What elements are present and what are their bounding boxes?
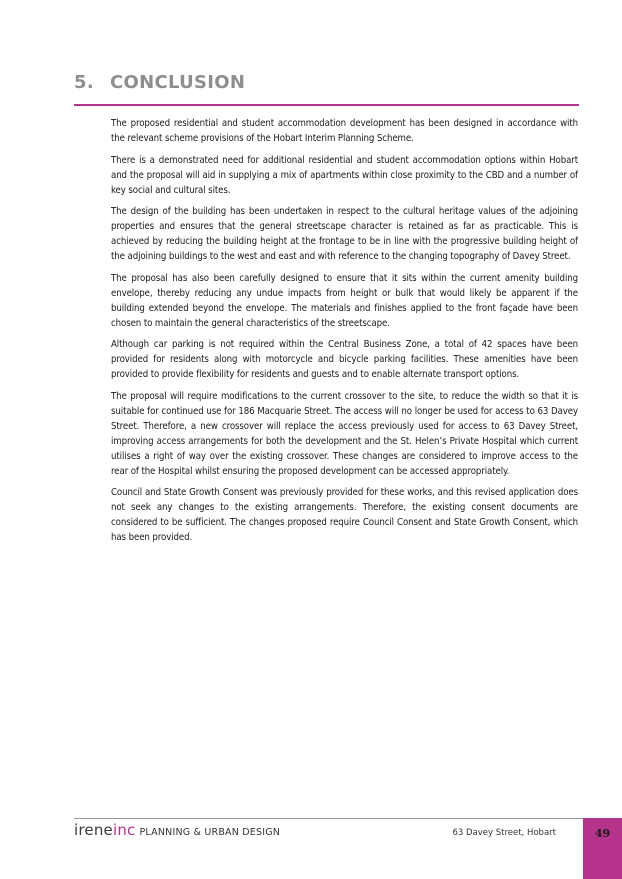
paragraph-2: There is a demonstrated need for additional residential and student accommodation options within Hobart and the proposal will aid in supplying a mix of apartments within close proximity to the CBD and a number of key social and cultural sites. bbox=[111, 154, 578, 196]
footer-brand bbox=[74, 820, 280, 839]
page-number: 49 bbox=[594, 827, 611, 840]
paragraph-4: The proposal has also been carefully designed to ensure that it sits within the current amenity building envelope, thereby reducing any undue impacts from height or bulk that would likely be apparent if the building extended beyond the envelope. The materials and finishes applied to the front façade have been chosen to maintain the general characteristics of the streetscape. bbox=[111, 272, 578, 329]
paragraph-5: Although car parking is not required within the Central Business Zone, a total of 42 spaces have been provided for residents along with motorcycle and bicycle parking facilities. These amenities have been provided to provide flexibility for residents and guests and to enable alternate transport options. bbox=[111, 339, 578, 380]
footer-address: 63 Davey Street, Hobart bbox=[452, 828, 556, 838]
brand-tagline: PLANNING & URBAN DESIGN bbox=[139, 827, 281, 838]
heading-divider bbox=[74, 104, 579, 106]
section-number: 5. bbox=[74, 72, 94, 93]
footer-divider bbox=[74, 818, 583, 819]
body-text bbox=[111, 116, 578, 552]
section-heading bbox=[74, 72, 245, 93]
paragraph-6: The proposal will require modifications to the current crossover to the site, to reduce the width so that it is suitable for continued use for 186 Macquarie Street. The access will no longer be used for access to 63 Davey Street. Therefore, a new crossover will replace the access previously used for access to 63 Davey Street, improving access arrangements for both the development and the St. Helen’s Private Hospital which current utilises a right of way over the existing crossover. These changes are considered to improve access to the rear of the Hospital whilst ensuring the proposed development can be accessed appropriately. bbox=[111, 390, 578, 477]
section-title: CONCLUSION bbox=[110, 72, 246, 93]
brand-logo-irene: irene bbox=[74, 821, 113, 839]
brand-logo-inc: inc bbox=[112, 821, 136, 839]
paragraph-7: Council and State Growth Consent was previously provided for these works, and this revised application does not seek any changes to the existing arrangements. Therefore, the existing consent documents are considered to be sufficient. The changes proposed require Council Consent and State Growth Consent, which has been provided. bbox=[111, 487, 578, 543]
page-number-tab bbox=[583, 818, 622, 879]
paragraph-3: The design of the building has been undertaken in respect to the cultural heritage values of the adjoining properties and ensures that the general streetscape character is retained as far as practicable. This is achieved by reducing the building height at the frontage to be in line with the progressive building height of the adjoining buildings to the west and east and with reference to the changing topography of Davey Street. bbox=[111, 206, 578, 262]
paragraph-1: The proposed residential and student accommodation development has been designed in accordance with the relevant scheme provisions of the Hobart Interim Planning Scheme. bbox=[111, 118, 578, 144]
